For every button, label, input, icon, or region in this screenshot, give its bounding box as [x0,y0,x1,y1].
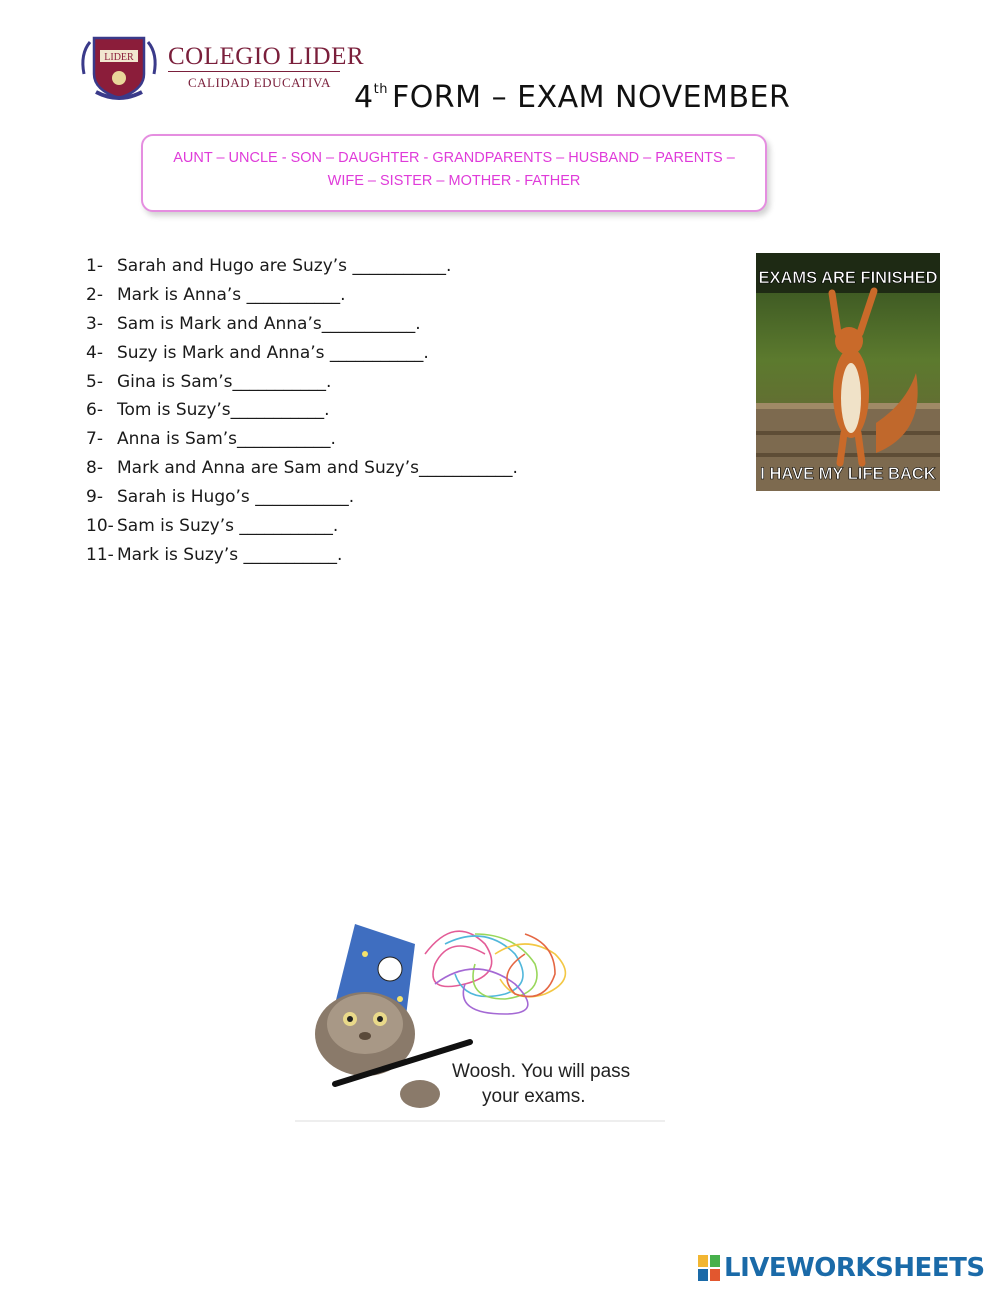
question-item [86,483,518,512]
question-text[interactable]: Sam is Mark and Anna’s___________. [117,313,421,334]
word-bank [141,134,767,212]
meme-caption-line-2: your exams. [482,1086,586,1107]
question-text[interactable]: Mark is Anna’s ___________. [117,284,346,305]
title-text: FORM – EXAM NOVEMBER [391,80,791,115]
question-list [86,252,518,570]
question-text[interactable]: Mark is Suzy’s ___________. [117,544,343,565]
question-item [86,339,518,368]
question-number: 5- [86,371,103,392]
question-text[interactable]: Gina is Sam’s___________. [117,371,332,392]
question-text[interactable]: Anna is Sam’s___________. [117,429,336,450]
meme-top-text: EXAMS ARE FINISHED [758,269,938,287]
question-text[interactable]: Sarah and Hugo are Suzy’s ___________. [117,256,452,276]
question-number: 3- [86,313,103,334]
question-number: 8- [86,458,103,479]
question-item [86,281,518,310]
question-text[interactable]: Sam is Suzy’s ___________. [117,516,339,537]
meme-caption-line-1: Woosh. You will pass [452,1061,631,1082]
question-item [86,310,518,339]
question-number: 6- [86,400,103,421]
question-number: 7- [86,429,103,450]
question-text[interactable]: Sarah is Hugo’s ___________. [117,487,355,508]
liveworksheets-watermark [698,1255,985,1281]
question-item [86,396,518,425]
question-item [86,512,518,541]
school-logo [78,34,160,102]
question-text[interactable]: Suzy is Mark and Anna’s ___________. [117,342,429,363]
question-item [86,368,518,397]
meme-bottom-text: I HAVE MY LIFE BACK [760,465,936,483]
question-item [86,252,518,281]
question-number: 10- [86,516,114,537]
svg-text:LIDER: LIDER [104,52,134,63]
question-number: 4- [86,342,103,363]
question-number: 11- [86,544,114,565]
word-bank-line-2: WIFE – SISTER – MOTHER - FATHER [327,173,581,189]
question-number: 9- [86,487,103,508]
question-text[interactable]: Mark and Anna are Sam and Suzy’s___________. [117,458,518,479]
word-bank-line-1: AUNT – UNCLE - SON – DAUGHTER - GRANDPARENTS – HUSBAND – PARENTS – [173,150,735,166]
title-superscript: th [373,82,388,97]
question-text[interactable]: Tom is Suzy’s___________. [117,400,330,421]
question-item [86,425,518,454]
page-title [354,80,790,115]
title-number: 4 [354,80,374,115]
question-item [86,454,518,483]
question-item [86,541,518,570]
school-name-underline [168,71,340,72]
meme-caption [452,1059,630,1109]
meme-squirrel-image [756,253,940,491]
school-tagline: CALIDAD EDUCATIVA [188,75,331,90]
school-name: COLEGIO LIDER [168,43,365,70]
liveworksheets-logo-icon [698,1255,720,1281]
watermark-text: LIVEWORKSHEETS [724,1253,985,1283]
question-number: 2- [86,284,103,305]
question-number: 1- [86,256,103,276]
